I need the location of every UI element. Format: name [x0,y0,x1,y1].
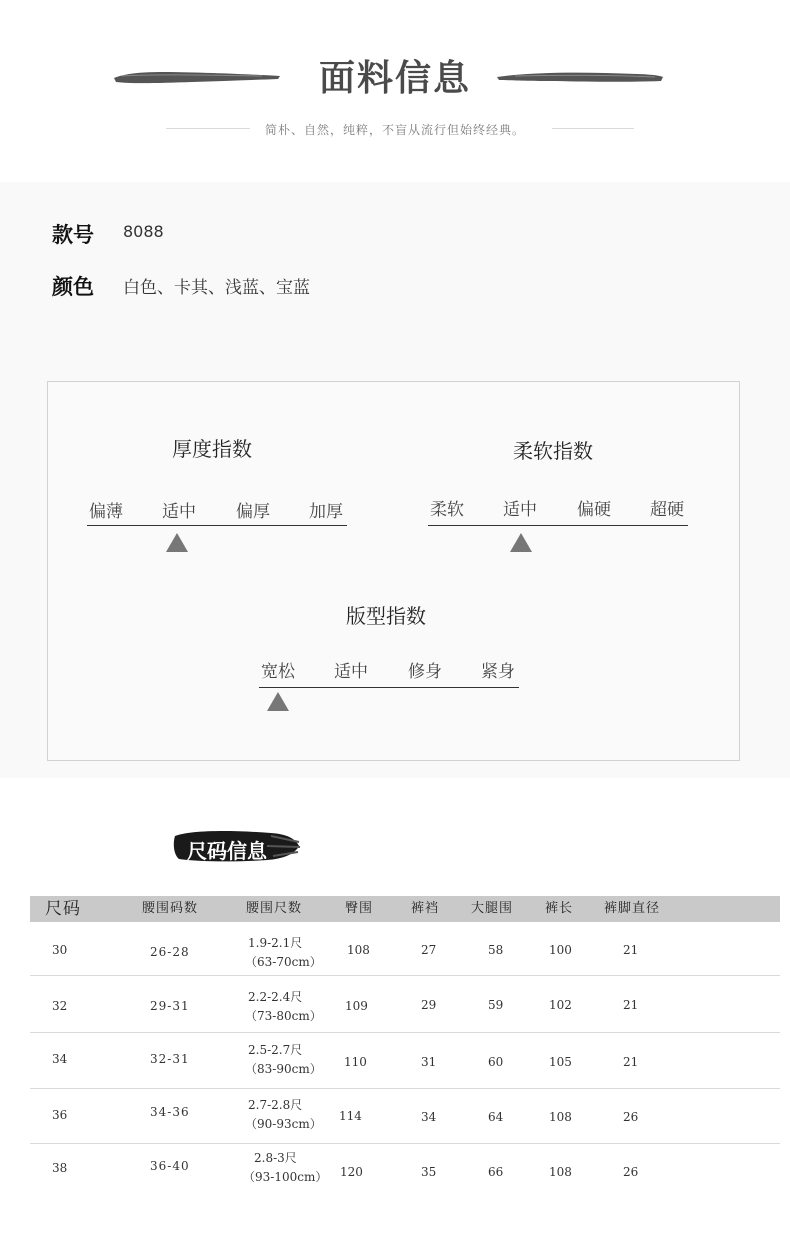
waist-cm-line: （90-93cm） [245,1117,322,1131]
waist-chi-line: 2.2-2.4尺 [248,990,303,1004]
style-number-label: 款号 [52,223,94,247]
waist-chi-line: 2.5-2.7尺 [248,1043,303,1057]
table-cell-thigh: 66 [488,1165,504,1179]
table-cell-length: 102 [549,998,572,1012]
fit-option-tight: 紧身 [481,662,515,682]
fit-option-medium: 适中 [334,662,368,682]
table-cell-waist-code: 26-28 [150,945,190,959]
table-cell-length: 105 [549,1055,572,1069]
header-hip: 臀围 [345,901,374,916]
table-cell-hip: 108 [347,943,370,957]
header-waist-code: 腰围码数 [142,901,199,916]
fit-indicator-triangle-icon [267,692,289,711]
header-waist-chi: 腰围尺数 [246,901,303,916]
fit-index-title: 版型指数 [346,604,426,628]
table-row-divider [30,975,780,976]
header-thigh: 大腿围 [471,901,514,916]
table-cell-length: 108 [549,1110,572,1124]
table-cell-hip: 114 [339,1109,362,1123]
style-number-value: 8088 [123,222,164,241]
waist-cm-line: （73-80cm） [245,1009,322,1023]
header-hem: 裤脚直径 [604,901,661,916]
softness-indicator-triangle-icon [510,533,532,552]
table-row-divider [30,1032,780,1033]
thickness-option-extra-thick: 加厚 [309,502,343,522]
table-row-divider [30,1143,780,1144]
table-cell-length: 108 [549,1165,572,1179]
table-cell-size: 36 [52,1108,68,1122]
table-cell-rise: 34 [421,1110,437,1124]
thickness-option-thick: 偏厚 [236,502,270,522]
softness-scale-line [428,525,688,526]
color-label: 颜色 [52,275,94,299]
softness-option-extra-stiff: 超硬 [650,500,684,520]
table-cell-size: 32 [52,999,68,1013]
fabric-index-panel [47,381,740,761]
size-info-title: 尺码信息 [187,839,267,863]
table-cell-size: 30 [52,943,68,957]
page-subtitle: 简朴、自然，纯粹，不盲从流行但始终经典。 [264,123,525,137]
table-cell-waist-chi [245,934,322,972]
softness-option-medium: 适中 [503,500,537,520]
table-cell-hem: 21 [623,998,639,1012]
waist-chi-line: 1.9-2.1尺 [248,936,303,950]
thickness-scale-line [87,525,347,526]
thickness-indicator-triangle-icon [166,533,188,552]
table-cell-thigh: 58 [488,943,504,957]
header-size: 尺码 [45,899,81,919]
table-cell-hem: 21 [623,943,639,957]
brush-stroke-right-decoration [495,64,665,90]
table-cell-size: 38 [52,1161,68,1175]
waist-chi-line: 2.7-2.8尺 [248,1098,303,1112]
table-cell-thigh: 59 [488,998,504,1012]
header-length: 裤长 [545,901,574,916]
color-value: 白色、卡其、浅蓝、宝蓝 [123,278,310,298]
waist-cm-line: （83-90cm） [245,1062,322,1076]
table-cell-waist-chi [245,1041,322,1079]
softness-option-soft: 柔软 [430,500,464,520]
softness-index-title: 柔软指数 [513,439,593,463]
table-cell-thigh: 64 [488,1110,504,1124]
thickness-index-title: 厚度指数 [172,437,252,461]
header-rise: 裤裆 [411,901,440,916]
table-cell-hip: 109 [345,999,368,1013]
softness-option-stiff: 偏硬 [577,500,611,520]
table-cell-hem: 21 [623,1055,639,1069]
table-cell-waist-chi [245,988,322,1026]
thickness-option-thin: 偏薄 [89,502,123,522]
page-title: 面料信息 [318,57,471,99]
thickness-option-medium: 适中 [162,502,196,522]
waist-cm-line: （93-100cm） [243,1170,328,1184]
subtitle-line-right [552,128,634,129]
table-cell-waist-code: 32-31 [150,1052,190,1066]
table-cell-hem: 26 [623,1110,639,1124]
table-cell-size: 34 [52,1052,68,1066]
table-row-divider [30,1088,780,1089]
table-cell-rise: 31 [421,1055,437,1069]
table-cell-rise: 29 [421,998,437,1012]
waist-chi-line: 2.8-3尺 [254,1151,297,1165]
table-cell-waist-chi [245,1096,322,1134]
table-cell-waist-code: 34-36 [150,1105,190,1119]
table-cell-waist-code: 29-31 [150,999,190,1013]
table-cell-waist-code: 36-40 [150,1159,190,1173]
table-cell-rise: 27 [421,943,437,957]
table-cell-rise: 35 [421,1165,437,1179]
table-cell-thigh: 60 [488,1055,504,1069]
fit-scale-line [259,687,519,688]
table-cell-hip: 120 [340,1165,363,1179]
table-cell-hip: 110 [344,1055,367,1069]
table-cell-hem: 26 [623,1165,639,1179]
fit-option-loose: 宽松 [261,662,295,682]
waist-cm-line: （63-70cm） [245,955,322,969]
table-cell-length: 100 [549,943,572,957]
fit-option-slim: 修身 [408,662,442,682]
table-cell-waist-chi [243,1149,327,1187]
